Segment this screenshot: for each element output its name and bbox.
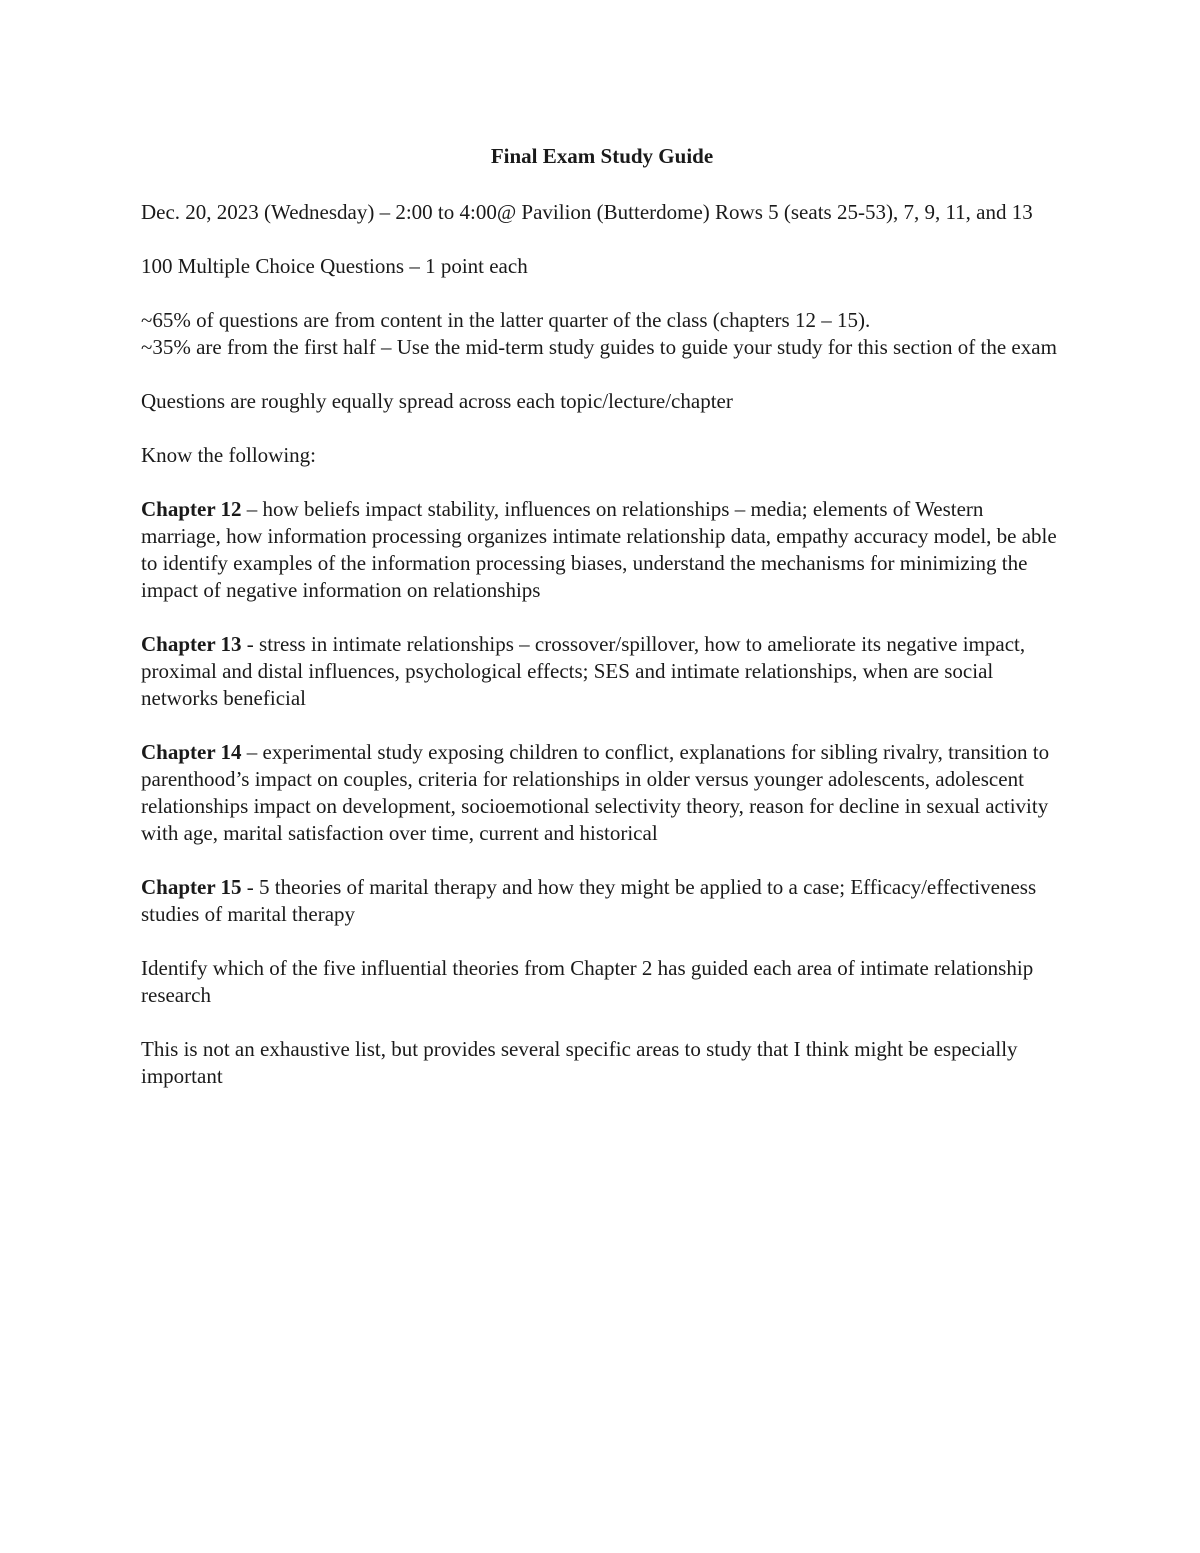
document-body bbox=[141, 140, 1063, 1117]
chapter-label: Chapter 13 bbox=[141, 632, 242, 656]
chapter-12-topics bbox=[141, 496, 1063, 604]
exam-format: 100 Multiple Choice Questions – 1 point each bbox=[141, 254, 528, 278]
distribution-first-half: ~35% are from the first half – Use the mid-term study guides to guide your study for this section of the exam bbox=[141, 335, 1057, 359]
distribution-recent: ~65% of questions are from content in the latter quarter of the class (chapters 12 – 15). bbox=[141, 308, 871, 332]
closing-note: This is not an exhaustive list, but provides several specific areas to study that I think might be especially important bbox=[141, 1037, 1018, 1088]
question-spread: Questions are roughly equally spread across each topic/lecture/chapter bbox=[141, 389, 733, 413]
chapter-label: Chapter 15 bbox=[141, 875, 242, 899]
chapter-15-topics bbox=[141, 874, 1063, 928]
chapter-text: - stress in intimate relationships – crossover/spillover, how to ameliorate its negative impact, proximal and distal influences, psychological effects; SES and intimate relationships, when are social networks beneficial bbox=[141, 632, 1026, 710]
theories-note: Identify which of the five influential theories from Chapter 2 has guided each area of intimate relationship research bbox=[141, 956, 1034, 1007]
chapter-14-topics bbox=[141, 739, 1063, 847]
chapter-label: Chapter 12 bbox=[141, 497, 242, 521]
know-heading: Know the following: bbox=[141, 443, 316, 467]
chapter-text: – how beliefs impact stability, influences on relationships – media; elements of Western marriage, how information processing organizes intimate relationship data, empathy accuracy model, be able to identify examples of the information processing biases, understand the mechanisms for minimizing the impact of negative information on relationships bbox=[141, 497, 1057, 602]
document-title: Final Exam Study Guide bbox=[490, 144, 714, 168]
chapter-label: Chapter 14 bbox=[141, 740, 242, 764]
exam-details: Dec. 20, 2023 (Wednesday) – 2:00 to 4:00@ Pavilion (Butterdome) Rows 5 (seats 25-53), 7, 9, 11, and 13 bbox=[141, 200, 1033, 224]
chapter-text: - 5 theories of marital therapy and how they might be applied to a case; Efficacy/effectiveness studies of marital therapy bbox=[141, 875, 1037, 926]
chapter-13-topics bbox=[141, 631, 1063, 712]
chapter-text: – experimental study exposing children to conflict, explanations for sibling rivalry, transition to parenthood’s impact on couples, criteria for relationships in older versus younger adolescents, adolescent relationships impact on development, socioemotional selectivity theory, reason for decline in sexual activity with age, marital satisfaction over time, current and historical bbox=[141, 740, 1050, 845]
